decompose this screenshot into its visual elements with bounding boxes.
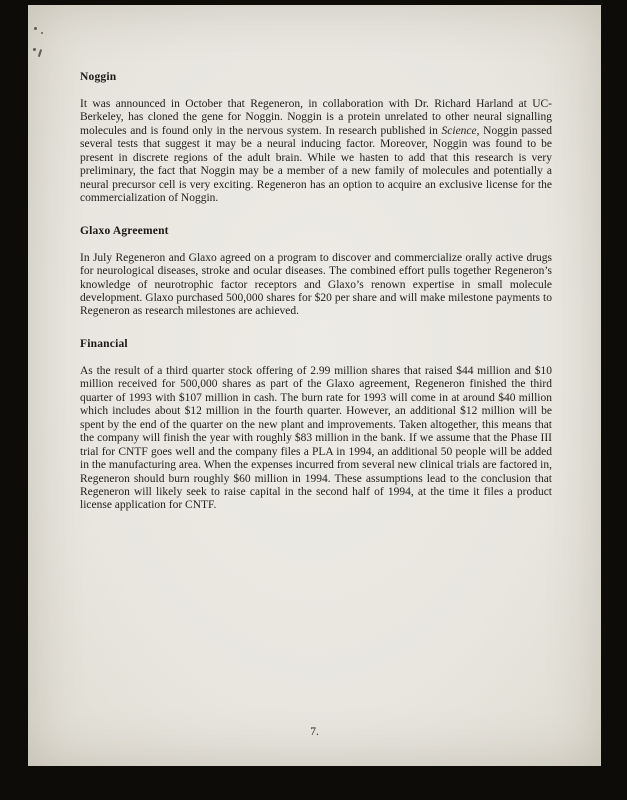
body-text: , Noggin passed several tests that suggest it may be a neural inducing factor. Moreover, Noggin was found to be present in discrete regions of the adult brain. While we hasten to add that this research is very preliminary, the fact that Noggin may be a member of a new family of molecules and potentially a neural precursor cell is very exciting. Regeneron has an option to acquire an exclusive license for the commercialization of Noggin. xyxy=(80,124,552,205)
body-text: In July Regeneron and Glaxo agreed on a program to discover and commercialize orally active drugs for neurological diseases, stroke and ocular diseases. The combined effort pulls together Regeneron’s knowledge of neurotrophic factor receptors and Glaxo’s renown expertise in small molecule development. Glaxo purchased 500,000 shares for $20 per share and will make milestone payments to Regeneron as research milestones are achieved. xyxy=(80,251,552,318)
document-content xyxy=(80,71,552,513)
section-financial xyxy=(80,338,552,513)
section-glaxo-agreement xyxy=(80,225,552,319)
section-noggin xyxy=(80,71,552,206)
pen-dot xyxy=(34,27,37,30)
section-heading: Financial xyxy=(80,337,128,350)
section-paragraph xyxy=(80,252,552,319)
italic-text: Science xyxy=(441,124,477,137)
page-number: 7. xyxy=(310,726,319,738)
section-heading: Noggin xyxy=(80,71,117,83)
body-text: As the result of a third quarter stock offering of 2.99 million shares that raised $44 million and $10 million received for 500,000 shares as part of the Glaxo agreement, Regeneron finished the third quarter of 1993 with $107 million in cash. The burn rate for 1993 will come in at around $40 million which includes about $12 million in the fourth quarter. However, an additional $12 million will be spent by the end of the quarter on the new plant and improvements. Taken altogether, this means that the company will finish the year with roughly $83 million in the bank. If we assume that the Phase III trial for CNTF goes well and the company files a PLA in 1994, an additional 50 people will be added in the manufacturing area. When the expenses incurred from several new clinical trials are factored in, Regeneron should burn roughly $60 million in 1994. These assumptions lead to the conclusion that Regeneron will likely seek to raise capital in the second half of 1994, at the time it files a product license application for CNTF. xyxy=(80,364,552,512)
handwritten-marks xyxy=(28,5,58,75)
body-text: It was announced in October that Regeneron, in collaboration with Dr. Richard Harland at UC-Berkeley, has cloned the gene for Noggin. Noggin is a protein unrelated to other neural signalling molecules and is found only in the nervous system. In research published in xyxy=(80,98,552,137)
section-heading: Glaxo Agreement xyxy=(80,224,169,237)
section-paragraph xyxy=(80,98,552,206)
pen-dot xyxy=(41,32,43,34)
section-paragraph xyxy=(80,365,552,513)
pen-dot xyxy=(33,48,36,51)
document-page xyxy=(28,5,601,766)
pen-stroke xyxy=(38,49,42,57)
